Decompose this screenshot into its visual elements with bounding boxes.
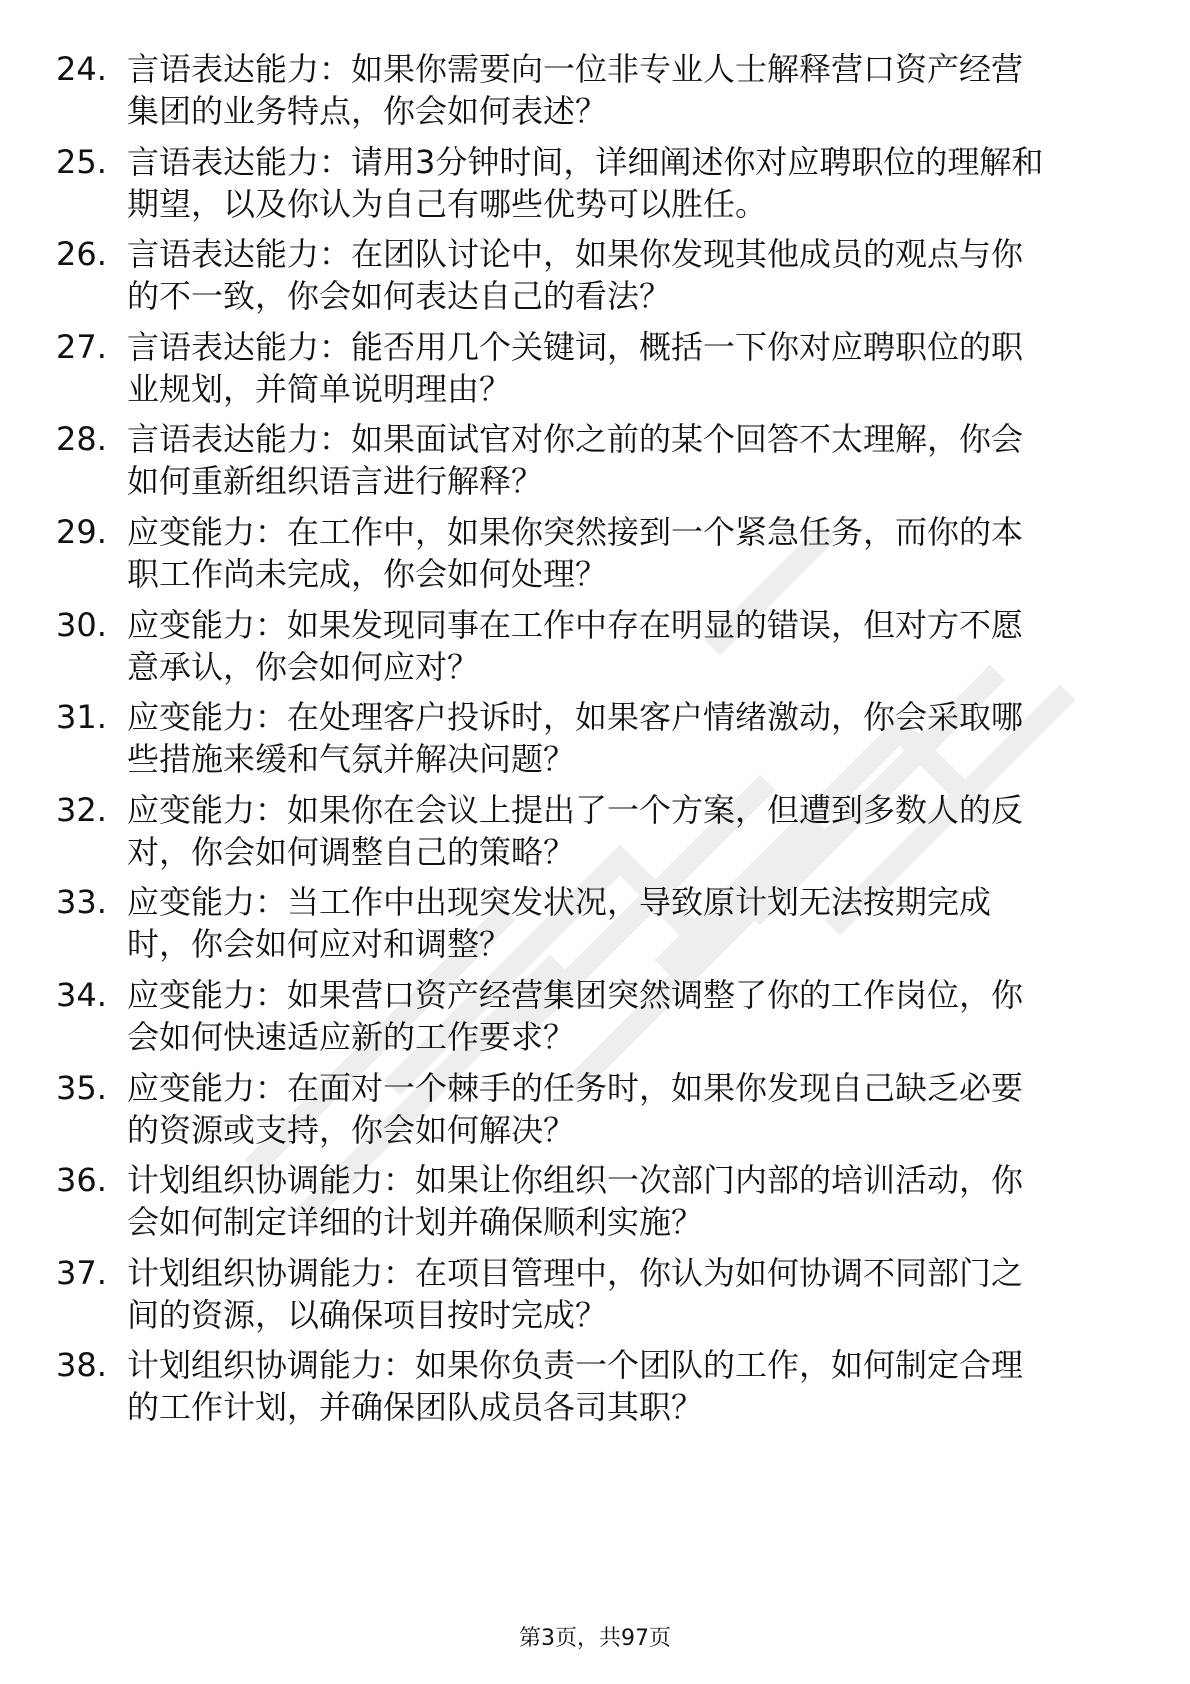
question-number: 25.	[56, 142, 107, 181]
question-text	[127, 974, 1137, 1058]
question-number: 34.	[56, 975, 107, 1014]
question-number: 37.	[56, 1253, 107, 1292]
question-text	[127, 511, 1137, 595]
question-number: 27.	[56, 327, 107, 366]
question-text-line: 计划组织协调能力：如果你负责一个团队的工作，如何制定合理	[127, 1346, 1024, 1385]
question-text-line: 的资源或支持，你会如何解决？	[127, 1110, 576, 1149]
question-number: 26.	[56, 235, 107, 274]
question-text	[127, 233, 1137, 317]
question-text-line: 应变能力：在处理客户投诉时，如果客户情绪激动，你会采取哪	[127, 698, 1024, 737]
page-footer: 第3页，共97页	[519, 1626, 671, 1651]
question-item	[0, 604, 1190, 697]
question-text-line: 言语表达能力：如果面试官对你之前的某个回答不太理解，你会	[127, 420, 1024, 459]
question-item	[0, 418, 1190, 511]
question-number: 28.	[56, 420, 107, 459]
question-text-line: 职工作尚未完成，你会如何处理？	[127, 554, 608, 593]
question-text	[127, 1344, 1137, 1428]
question-text-line: 期望，以及你认为自己有哪些优势可以胜任。	[127, 184, 768, 223]
question-text	[127, 1252, 1137, 1336]
question-number: 30.	[56, 605, 107, 644]
question-number: 32.	[56, 790, 107, 829]
question-item	[0, 974, 1190, 1067]
question-text-line: 应变能力：在工作中，如果你突然接到一个紧急任务，而你的本	[127, 512, 1024, 551]
question-number: 35.	[56, 1068, 107, 1107]
question-text	[127, 1067, 1137, 1151]
question-text-line: 些措施来缓和气氛并解决问题？	[127, 740, 576, 779]
question-number: 33.	[56, 883, 107, 922]
question-text-line: 业规划，并简单说明理由？	[127, 369, 512, 408]
question-list	[0, 48, 1190, 1437]
question-item	[0, 1252, 1190, 1345]
question-text	[127, 418, 1137, 502]
question-item	[0, 1344, 1190, 1437]
question-text-line: 言语表达能力：能否用几个关键词，概括一下你对应聘职位的职	[127, 327, 1024, 366]
question-item	[0, 233, 1190, 326]
question-text-line: 意承认，你会如何应对？	[127, 647, 480, 686]
question-text-line: 对，你会如何调整自己的策略？	[127, 832, 576, 871]
question-text	[127, 1159, 1137, 1243]
question-text-line: 时，你会如何应对和调整？	[127, 925, 512, 964]
question-item	[0, 48, 1190, 141]
question-text	[127, 141, 1137, 225]
question-text-line: 会如何制定详细的计划并确保顺利实施？	[127, 1203, 704, 1242]
question-text	[127, 604, 1137, 688]
question-text-line: 言语表达能力：如果你需要向一位非专业人士解释营口资产经营	[127, 50, 1024, 88]
question-text-line: 的不一致，你会如何表达自己的看法？	[127, 277, 672, 316]
question-text	[127, 48, 1137, 132]
question-number: 24.	[56, 50, 107, 88]
question-text-line: 会如何快速适应新的工作要求？	[127, 1017, 576, 1056]
question-text-line: 间的资源，以确保项目按时完成？	[127, 1295, 608, 1334]
question-number: 29.	[56, 512, 107, 551]
question-text-line: 应变能力：在面对一个棘手的任务时，如果你发现自己缺乏必要	[127, 1068, 1024, 1107]
question-text-line: 如何重新组织语言进行解释？	[127, 462, 544, 501]
question-text-line: 应变能力：如果营口资产经营集团突然调整了你的工作岗位，你	[127, 975, 1024, 1014]
question-number: 36.	[56, 1161, 107, 1200]
question-item	[0, 789, 1190, 882]
question-text-line: 言语表达能力：在团队讨论中，如果你发现其他成员的观点与你	[127, 235, 1024, 274]
question-item	[0, 1067, 1190, 1160]
question-text-line: 言语表达能力：请用3分钟时间，详细阐述你对应聘职位的理解和	[127, 142, 1044, 181]
question-text	[127, 789, 1137, 873]
question-text	[127, 881, 1137, 965]
question-item	[0, 141, 1190, 234]
question-text-line: 应变能力：如果发现同事在工作中存在明显的错误，但对方不愿	[127, 605, 1024, 644]
question-text	[127, 326, 1137, 410]
question-item	[0, 881, 1190, 974]
question-item	[0, 511, 1190, 604]
question-text-line: 计划组织协调能力：在项目管理中，你认为如何协调不同部门之	[127, 1253, 1024, 1292]
question-text-line: 应变能力：当工作中出现突发状况，导致原计划无法按期完成	[127, 883, 992, 922]
question-text-line: 计划组织协调能力：如果让你组织一次部门内部的培训活动，你	[127, 1161, 1024, 1200]
question-item	[0, 1159, 1190, 1252]
question-text-line: 的工作计划，并确保团队成员各司其职？	[127, 1388, 704, 1427]
question-text-line: 应变能力：如果你在会议上提出了一个方案，但遭到多数人的反	[127, 790, 1024, 829]
question-item	[0, 326, 1190, 419]
question-number: 38.	[56, 1346, 107, 1385]
question-text	[127, 696, 1137, 780]
question-number: 31.	[56, 698, 107, 737]
question-text-line: 集团的业务特点，你会如何表述？	[127, 92, 608, 130]
question-item	[0, 696, 1190, 789]
